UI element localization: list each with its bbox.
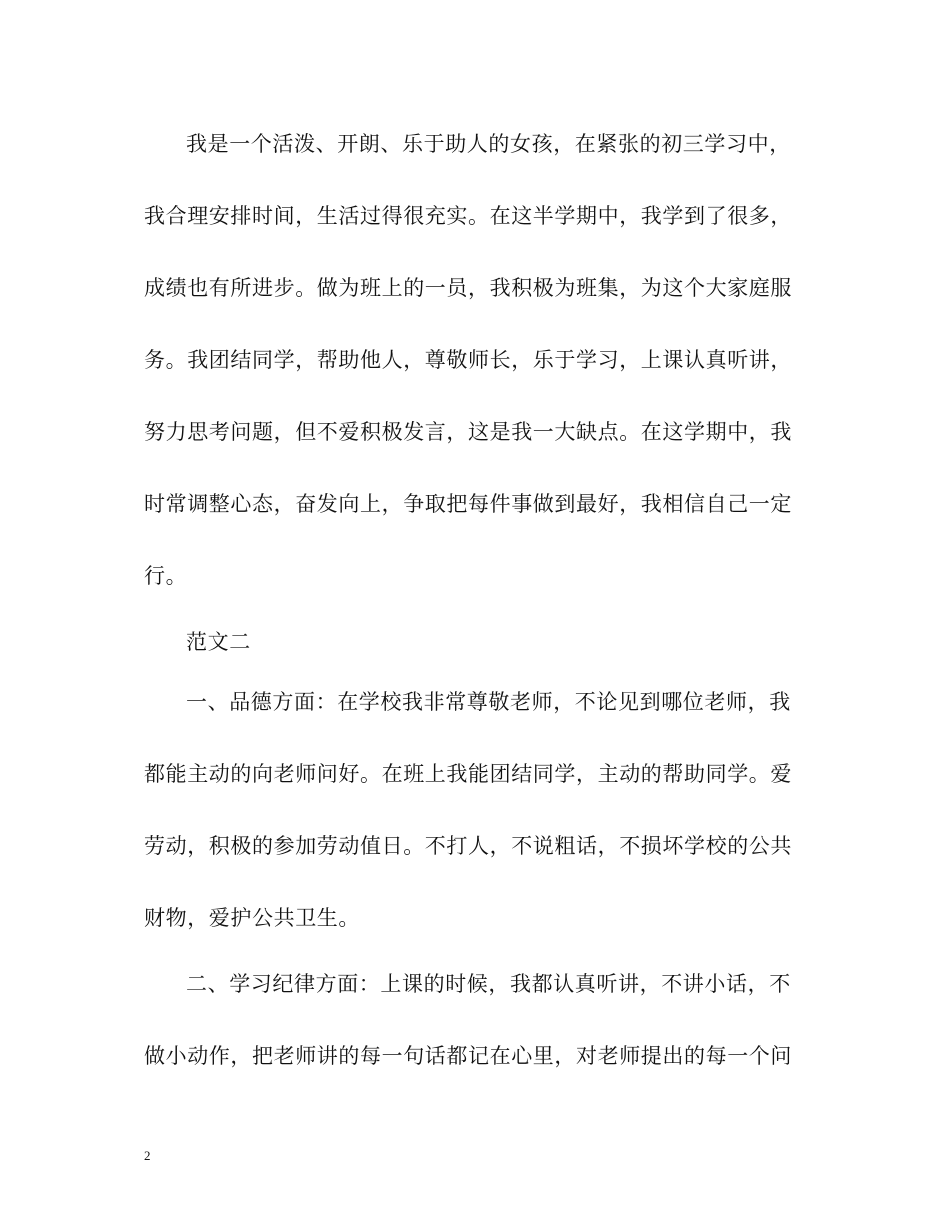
paragraph-line: 成绩也有所进步。做为班上的一员，我积极为班集，为这个大家庭服 — [144, 276, 792, 300]
paragraph-line: 行。 — [144, 564, 188, 588]
paragraph-line: 做小动作，把老师讲的每一句话都记在心里，对老师提出的每一个问 — [144, 1044, 792, 1068]
paragraph-line: 都能主动的向老师问好。在班上我能团结同学，主动的帮助同学。爱 — [144, 762, 792, 786]
section-heading: 范文二 — [186, 630, 251, 654]
paragraph-line: 务。我团结同学，帮助他人，尊敬师长，乐于学习，上课认真听讲， — [144, 348, 792, 372]
page-number: 2 — [144, 1148, 151, 1163]
paragraph-line: 努力思考问题，但不爱积极发言，这是我一大缺点。在这学期中，我 — [144, 420, 792, 444]
paragraph-line: 劳动，积极的参加劳动值日。不打人，不说粗话，不损坏学校的公共 — [144, 834, 792, 858]
paragraph-line: 我合理安排时间，生活过得很充实。在这半学期中，我学到了很多， — [144, 204, 792, 228]
paragraph-line: 二、学习纪律方面：上课的时候，我都认真听讲，不讲小话，不 — [186, 972, 791, 996]
paragraph-line: 一、品德方面：在学校我非常尊敬老师，不论见到哪位老师，我 — [186, 690, 791, 714]
paragraph-line: 财物，爱护公共卫生。 — [144, 906, 360, 930]
paragraph-line: 时常调整心态，奋发向上，争取把每件事做到最好，我相信自己一定 — [144, 492, 792, 516]
paragraph-line: 我是一个活泼、开朗、乐于助人的女孩，在紧张的初三学习中， — [186, 132, 791, 156]
